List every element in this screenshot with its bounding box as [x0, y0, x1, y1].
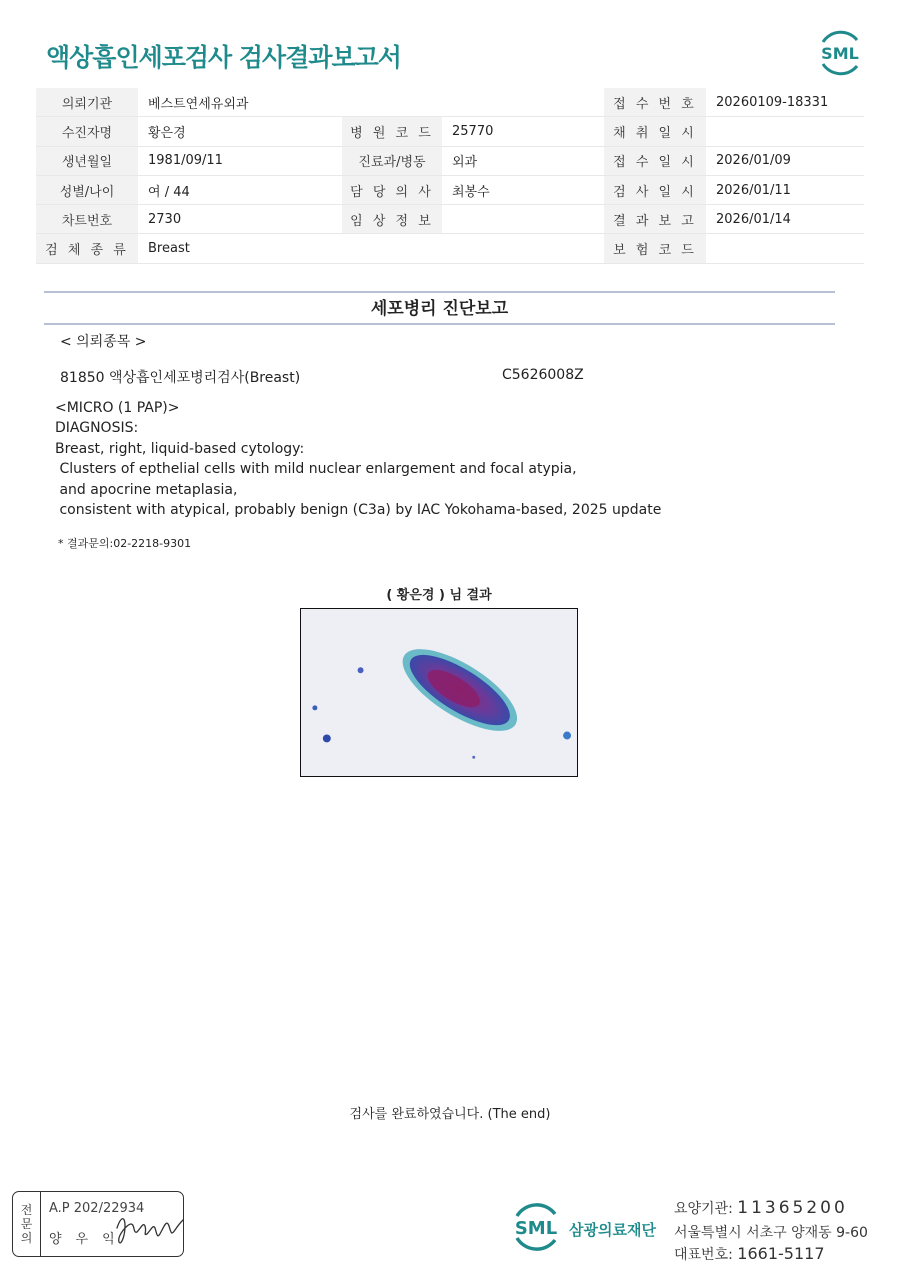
- info-row: [36, 146, 864, 175]
- info-label: 검 체 종 류: [36, 234, 138, 263]
- sml-footer-logo: [509, 1200, 563, 1254]
- sml-footer-logo-text: SML: [514, 1218, 558, 1239]
- info-label: 임 상 정 보: [342, 205, 442, 234]
- info-row: [36, 117, 864, 146]
- stamp-name: 양우익: [49, 1232, 129, 1247]
- section-title: 세포병리 진단보고: [370, 299, 509, 319]
- stamp-code: A.P 202/22934: [49, 1201, 145, 1216]
- patient-info-table: [36, 88, 864, 264]
- report-line: consistent with atypical, probably benign (C3a) by IAC Yokohama-based, 2025 update: [55, 502, 662, 518]
- phone-label: 대표번호:: [674, 1247, 733, 1263]
- info-label: 접 수 일 시: [604, 146, 706, 175]
- info-value: 외과: [442, 146, 604, 175]
- institution-label: 요양기관:: [674, 1201, 733, 1217]
- stamp-side-text: [21, 1203, 33, 1245]
- report-line: Clusters of epthelial cells with mild nuclear enlargement and focal atypia,: [55, 461, 577, 477]
- info-value: [706, 234, 864, 263]
- info-row: [36, 205, 864, 234]
- info-label: 채 취 일 시: [604, 117, 706, 146]
- institution-line: [674, 1198, 848, 1218]
- info-value: [442, 205, 604, 234]
- address-line: 서울특별시 서초구 양재동 9-60: [674, 1225, 868, 1241]
- foundation-name: 삼광의료재단: [569, 1221, 656, 1239]
- info-value: 베스트연세유외과: [138, 88, 604, 117]
- stamp-side-label: [13, 1192, 41, 1256]
- info-value: 황은경: [138, 117, 342, 146]
- request-heading: < 의뢰종목 >: [60, 334, 147, 350]
- signature-icon: [113, 1206, 185, 1250]
- info-label: 성별/나이: [36, 175, 138, 204]
- info-value: [706, 117, 864, 146]
- report-title: 액상흡인세포검사 검사결과보고서: [46, 43, 401, 72]
- sml-logo-text: SML: [821, 44, 859, 63]
- info-label: 담 당 의 사: [342, 175, 442, 204]
- info-value: 20260109-18331: [706, 88, 864, 117]
- stamp-side-char: 문: [20, 1217, 33, 1231]
- info-label: 결 과 보 고: [604, 205, 706, 234]
- report-line: DIAGNOSIS:: [55, 420, 139, 436]
- stamp-side-char: 전: [20, 1203, 33, 1217]
- info-value: 최봉수: [442, 175, 604, 204]
- report-line: and apocrine metaplasia,: [55, 482, 238, 498]
- phone-number: 1661-5117: [737, 1244, 825, 1263]
- info-label: 접 수 번 호: [604, 88, 706, 117]
- pathologist-stamp: [12, 1191, 184, 1257]
- test-name: 81850 액상흡인세포병리검사(Breast): [60, 370, 301, 386]
- info-label: 병 원 코 드: [342, 117, 442, 146]
- info-value: 2026/01/14: [706, 205, 864, 234]
- report-line: <MICRO (1 PAP)>: [55, 400, 180, 416]
- section-divider-top: [44, 291, 835, 293]
- end-text: 검사를 완료하였습니다. (The end): [349, 1107, 551, 1122]
- info-value: 25770: [442, 117, 604, 146]
- result-inquiry: * 결과문의:02-2218-9301: [58, 537, 192, 550]
- info-value: 2730: [138, 205, 342, 234]
- institution-number: 11365200: [737, 1198, 848, 1218]
- info-label: 수진자명: [36, 117, 138, 146]
- info-row: [36, 234, 864, 263]
- info-row: [36, 175, 864, 204]
- stamp-side-char: 의: [20, 1231, 33, 1245]
- info-value: Breast: [138, 234, 604, 263]
- sml-logo: [815, 28, 865, 76]
- section-divider-bottom: [44, 323, 835, 325]
- test-code: C5626008Z: [502, 367, 584, 383]
- result-caption: ( 황은경 ) 님 결과: [386, 588, 492, 603]
- cytology-micrograph: [300, 608, 578, 777]
- info-label: 생년월일: [36, 146, 138, 175]
- info-label: 보 험 코 드: [604, 234, 706, 263]
- report-line: Breast, right, liquid-based cytology:: [55, 441, 305, 457]
- info-value: 1981/09/11: [138, 146, 342, 175]
- info-value: 2026/01/11: [706, 175, 864, 204]
- info-value: 여 / 44: [138, 175, 342, 204]
- info-value: 2026/01/09: [706, 146, 864, 175]
- info-label: 의뢰기관: [36, 88, 138, 117]
- phone-line: [674, 1244, 825, 1264]
- info-label: 검 사 일 시: [604, 175, 706, 204]
- info-label: 진료과/병동: [342, 146, 442, 175]
- info-label: 차트번호: [36, 205, 138, 234]
- info-row: [36, 88, 864, 117]
